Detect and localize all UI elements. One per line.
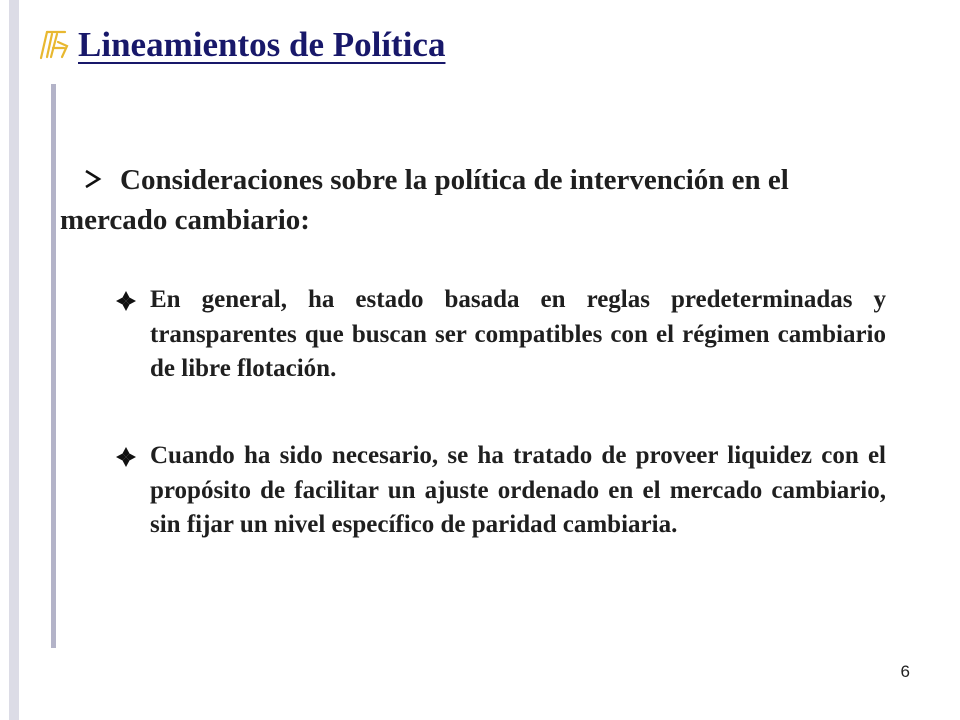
bullet-text: En general, ha estado basada en reglas predeterminadas y transparentes que buscan ser compatibles con el régimen cambiario de libre flotación.: [150, 286, 886, 382]
slide-title: Lineamientos de Política: [78, 25, 446, 64]
section-heading: [60, 160, 890, 240]
title-marker-icon: [34, 24, 74, 64]
left-decorative-bar: [9, 0, 19, 720]
diamond-bullet-icon: [116, 447, 136, 467]
section-heading-text: Consideraciones sobre la política de intervención en el mercado cambiario:: [60, 164, 789, 236]
bullet-item: [116, 439, 886, 543]
bullet-item: [116, 283, 886, 387]
diamond-bullet-icon: [116, 291, 136, 311]
content-accent-bar: [51, 84, 56, 648]
bullet-text: Cuando ha sido necesario, se ha tratado de proveer liquidez con el propósito de facilitar un ajuste ordenado en el mercado cambiario, sin fijar un nivel específico de paridad cambiaria.: [150, 442, 886, 538]
page-number: 6: [900, 662, 910, 681]
